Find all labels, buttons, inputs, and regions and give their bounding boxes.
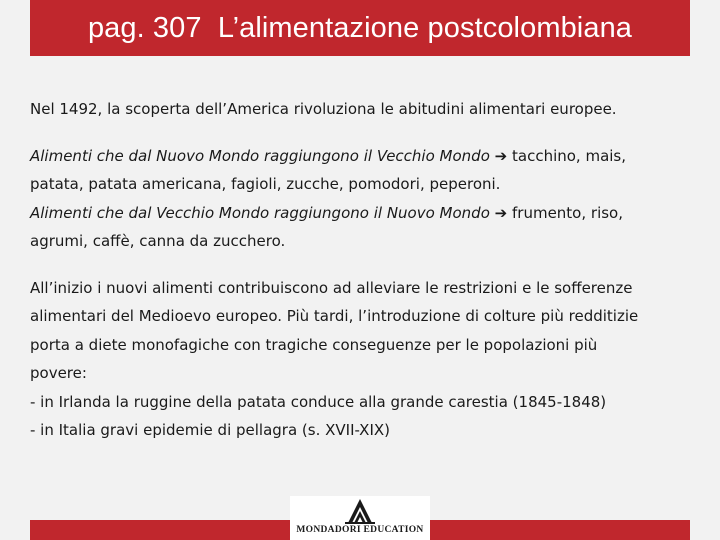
old-to-new-label: Alimenti che dal Vecchio Mondo raggiungono il Nuovo Mondo [30,203,490,222]
new-to-old-items: patata, patata americana, fagioli, zucche, pomodori, peperoni. [30,175,501,193]
mondadori-logo-icon [343,498,377,524]
right-arrow-icon: ➔ [494,203,508,222]
logo-text: MONDADORI EDUCATION [296,525,424,535]
spacer [30,256,700,274]
paragraph-line: alimentari del Medioevo europeo. Più tardi, l’introduzione di colture più redditizie [30,307,639,325]
new-to-old-label: Alimenti che dal Nuovo Mondo raggiungono il Vecchio Mondo [30,146,490,165]
title-bar [30,0,690,56]
publisher-logo [290,496,430,540]
old-to-new-items-first: frumento, riso, [507,203,623,222]
bullet-ireland: - in Irlanda la ruggine della patata conduce alla grande carestia (1845-1848) [30,392,607,411]
right-arrow-icon: ➔ [494,146,508,165]
spacer [30,124,700,142]
slide-content [30,95,700,445]
new-to-old-line [30,142,700,171]
bullet-italy: - in Italia gravi epidemie di pellagra (s. XVII-XIX) [30,421,391,439]
old-to-new-items: agrumi, caffè, canna da zucchero. [30,232,286,250]
new-to-old-items-first: tacchino, mais, [507,146,627,165]
paragraph-line: porta a diete monofagiche con tragiche conseguenze per le popolazioni più [30,335,598,354]
old-to-new-line [30,199,700,228]
intro-text: Nel 1492, la scoperta dell’America rivoluziona le abitudini alimentari europee. [30,100,617,118]
page-title: pag. 307 L’alimentazione postcolombiana [87,11,633,44]
paragraph-line: All’inizio i nuovi alimenti contribuiscono ad alleviare le restrizioni e le sofferenze [30,278,633,297]
paragraph-line: povere: [30,364,87,382]
